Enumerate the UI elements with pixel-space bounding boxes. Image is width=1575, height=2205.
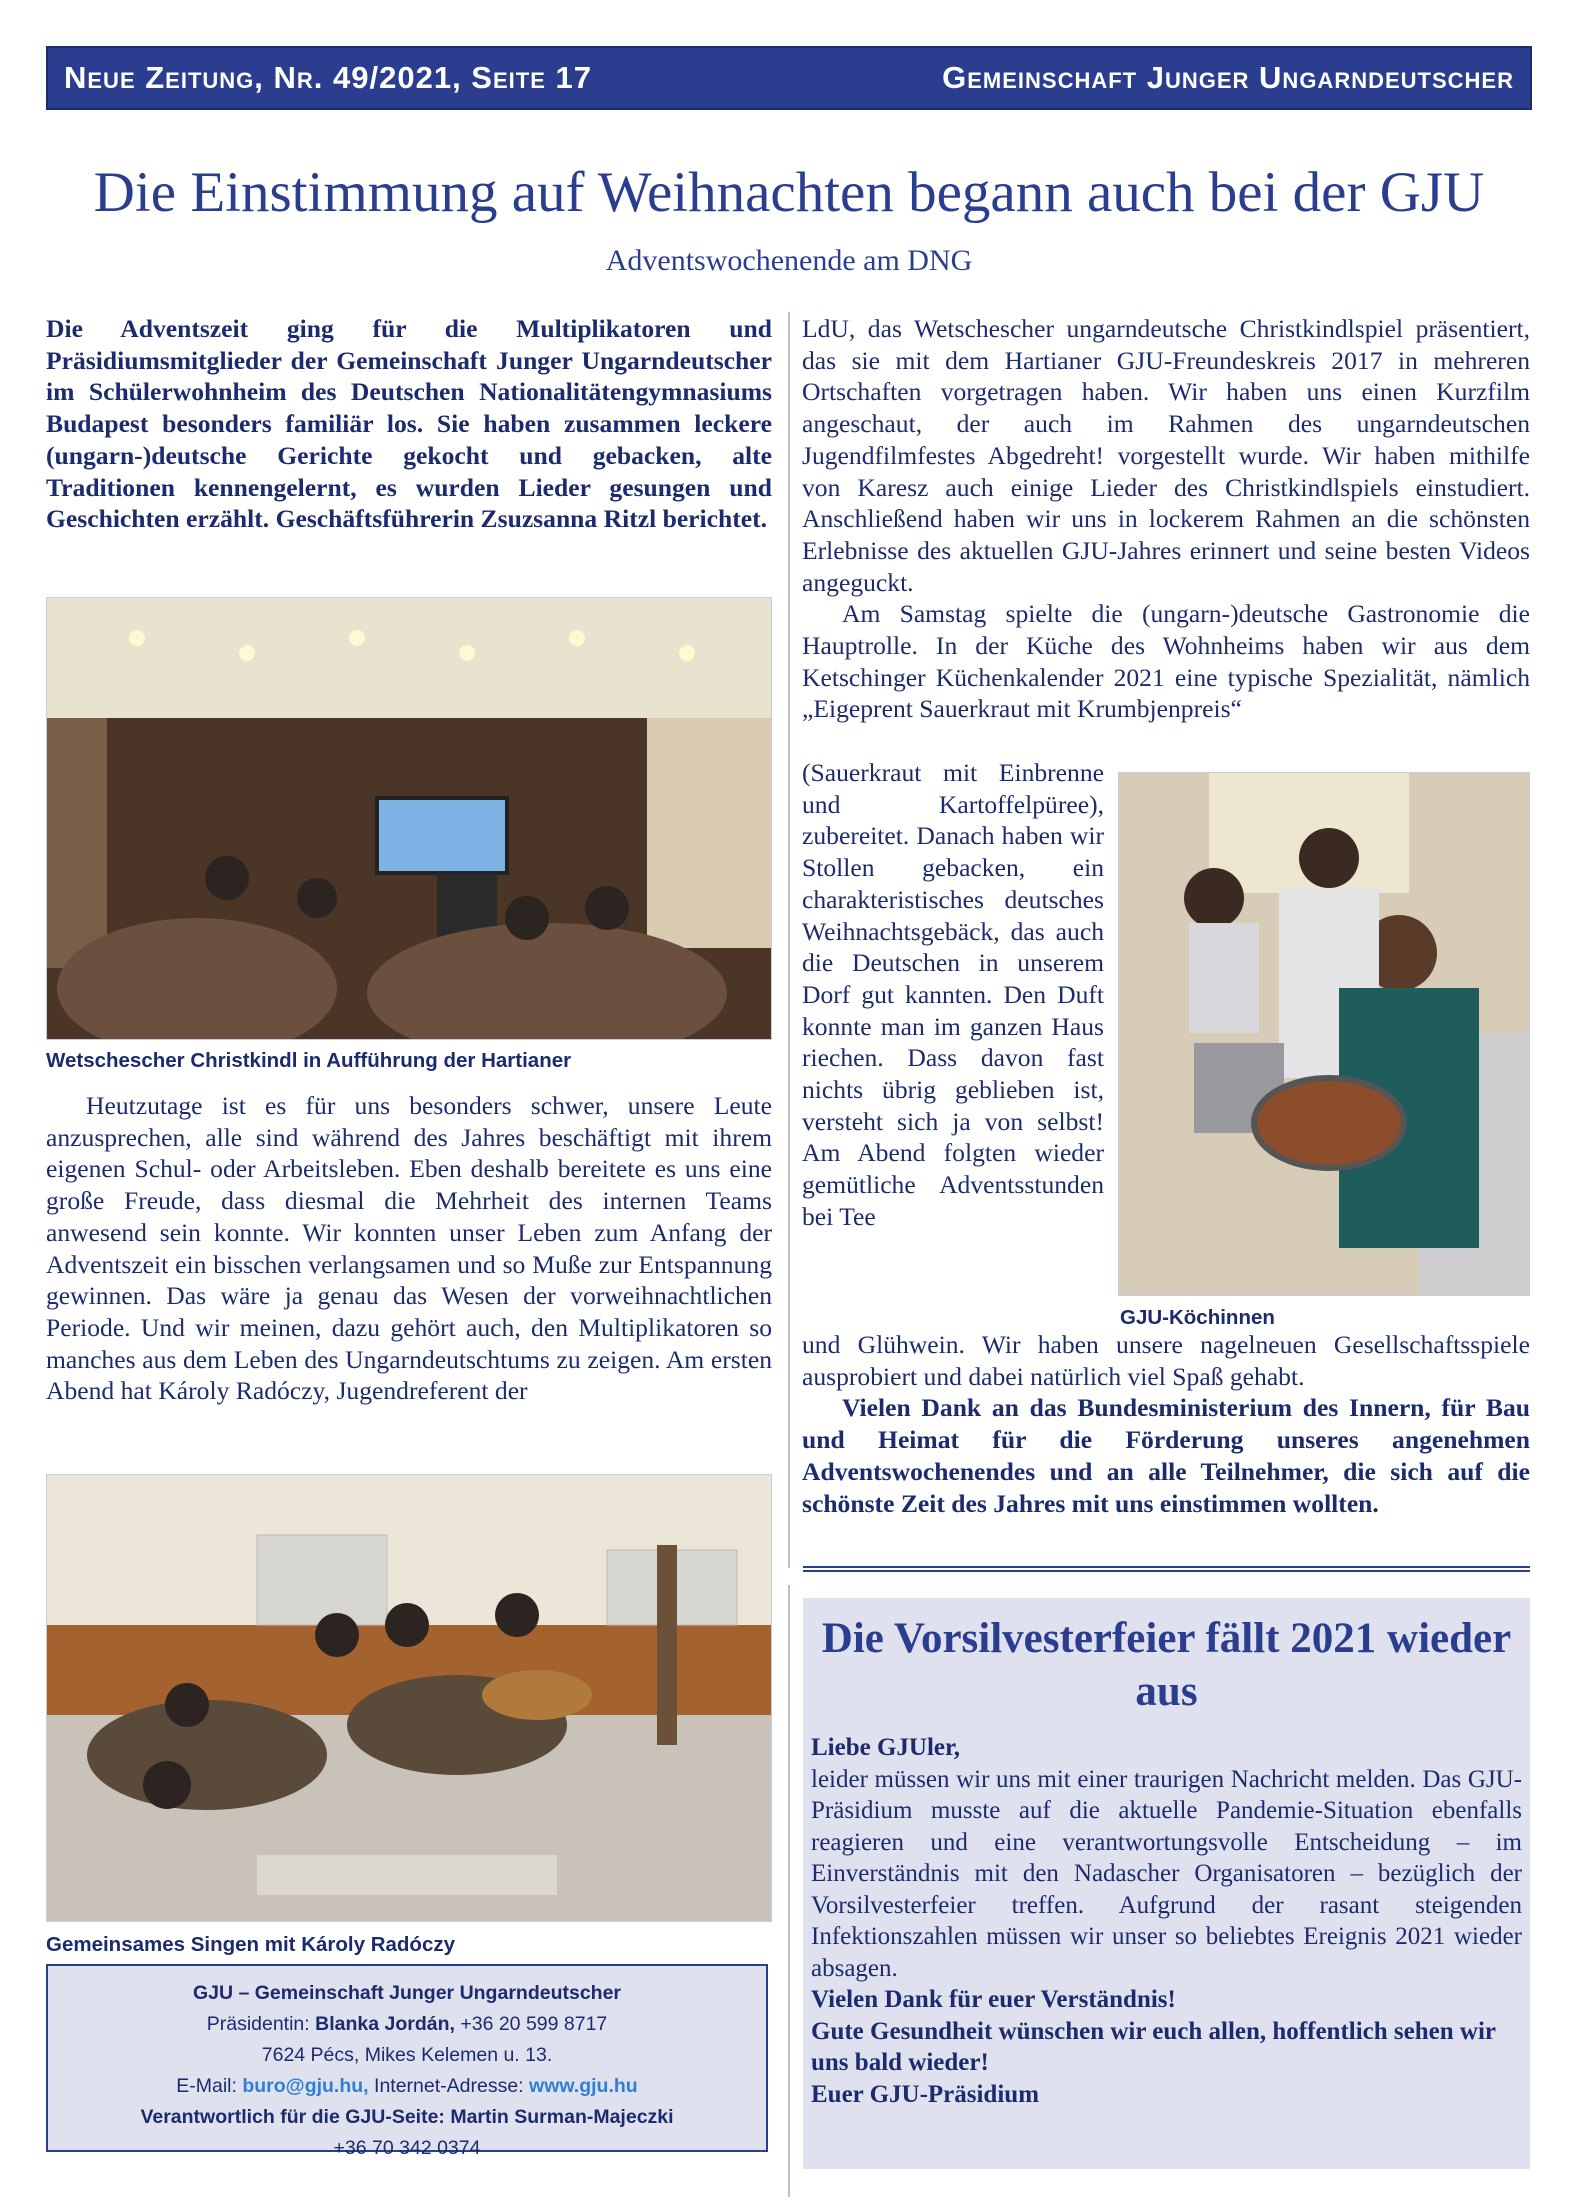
info-email-label: E-Mail: — [176, 2075, 243, 2097]
article-thanks: Vielen Dank an das Bundesministerium des Innern, für Bau und Heimat für die Förderung unseres angenehmen Adventswochenendes und an alle Teilnehmer, die sich auf die schönste Zeit des Jahres mit uns einstimmen wollten. — [802, 1393, 1530, 1518]
photo-christkindl — [46, 597, 772, 1040]
photo-cooks-illustration — [1119, 773, 1530, 1296]
column-divider-lower — [788, 1585, 790, 2197]
photo-singing-illustration — [47, 1475, 772, 1922]
info-address: 7624 Pécs, Mikes Kelemen u. 13. — [261, 2044, 553, 2066]
article-paragraph-3c-block — [802, 1329, 1530, 1519]
article-paragraph-2-block — [802, 313, 1530, 725]
vorsilvester-thanks: Vielen Dank für euer Verständnis! — [811, 1986, 1176, 2013]
header-bar — [46, 46, 1532, 110]
article-paragraph-3b: (Sauerkraut mit Einbrenne und Kartoffelpüree), zubereitet. Danach haben wir Stollen gebacken, ein charakteristisches deutsches Weihnachtsgebäck, das auch die Deutschen in unserem Dorf gut kannten. Den Duft konnte man im ganzen Haus riechen. Dass davon fast nichts übrig geblieben ist, versteht sich ja von selbst! Am Abend folgten wieder gemütliche Adventsstunden bei Tee — [802, 758, 1104, 1231]
vorsilvester-body-block — [811, 1732, 1522, 2110]
article-subtitle: Adventswochenende am DNG — [605, 244, 973, 277]
article-paragraph-3c: und Glühwein. Wir haben unsere nagelneuen Gesellschaftsspiele ausprobiert und dabei natürlich viel Spaß gehabt. — [802, 1330, 1530, 1391]
vorsilvester-title: Die Vorsilvesterfeier fällt 2021 wieder aus — [821, 1615, 1512, 1715]
photo-christkindl-illustration — [47, 598, 772, 1040]
info-web-link[interactable]: www.gju.hu — [529, 2075, 638, 2097]
vorsilvester-wishes: Gute Gesundheit wünschen wir euch allen, hoffentlich sehen wir uns bald wieder! — [811, 2017, 1496, 2076]
info-president-label: Präsidentin: — [206, 2013, 316, 2035]
column-divider — [788, 312, 790, 1568]
vorsilvester-box — [803, 1598, 1530, 2169]
info-president-phone: +36 20 599 8717 — [454, 2013, 608, 2035]
article-lead: Die Adventszeit ging für die Multiplikatoren und Präsidiumsmitglieder der Gemeinschaft Junger Ungarndeutscher im Schülerwohnheim des Deutschen Nationalitätengymnasiums Budapest besonders familiär los. Sie haben zusammen leckere (ungarn-)deutsche Gerichte gekocht und gebacken, alte Traditionen kennengelernt, es wurden Lieder gesungen und Geschichten erzählt. Geschäftsführerin Zsuzsanna Ritzl berichtet. — [46, 314, 772, 534]
info-organization: GJU – Gemeinschaft Junger Ungarndeutscher — [192, 1982, 622, 2004]
info-web-label: Internet-Adresse: — [368, 2075, 530, 2097]
article-paragraph-3a: Am Samstag spielte die (ungarn-)deutsche Gastronomie die Hauptrolle. In der Küche des Wohnheims haben wir aus dem Ketschinger Küchenkalender 2021 eine typische Spezialität, nämlich „Eigeprent Sauerkraut mit Krumbjenpreis“ — [802, 599, 1530, 724]
info-president-name: Blanka Jordán, — [315, 2013, 455, 2035]
info-email-link[interactable]: buro@gju.hu, — [242, 2075, 369, 2097]
article-paragraph-2: LdU, das Wetschescher ungarndeutsche Christkindlspiel präsentiert, das sie mit dem Hartianer GJU-Freundeskreis 2017 in mehreren Ortschaften vorgetragen haben. Wir haben uns einen Kurzfilm angeschaut, der auch im Rahmen des ungarndeutschen Jugendfilmfestes Abgedreht! vorgestellt wurde. Wir haben mithilfe von Karesz auch einige Lieder des Christkindlspiels einstudiert. Anschließend haben wir uns in lockerem Rahmen an die schönsten Erlebnisse des aktuellen GJU-Jahres erinnert und seine besten Videos angeguckt. — [802, 314, 1530, 597]
contact-info-box — [46, 1964, 768, 2159]
header-section: Gemeinschaft Junger Ungarndeutscher — [942, 60, 1514, 95]
vorsilvester-body: leider müssen wir uns mit einer traurigen Nachricht melden. Das GJU-Präsidium musste auf die aktuelle Pandemie-Situation ebenfalls reagieren und eine verantwortungsvolle Entscheidung – im Einverständnis mit den Nadascher Organisatoren – bezüglich der Vorsilvesterfeier treffen. Aufgrund der rasant steigenden Infektionszahlen müssen wir unser so beliebtes Ereignis 2021 wieder absagen. — [811, 1765, 1522, 1982]
section-divider — [803, 1566, 1530, 1572]
article-paragraph-1: Heutzutage ist es für uns besonders schwer, unsere Leute anzusprechen, alle sind während des Jahres beschäftigt mit ihrem eigenen Schul- oder Arbeitsleben. Eben deshalb bereitete es uns eine große Freude, dass diesmal die Mehrheit des internen Teams anwesend sein konnte. Wir konnten unser Leben zum Anfang der Adventszeit ein bisschen verlangsamen und so Muße zur Entspannung gewinnen. Das wäre ja genau das Wesen der vorweihnachtlichen Periode. Und wir meinen, dazu gehört auch, den Multiplikatoren so manches aus dem Leben des Ungarndeutschtums zu zeigen. Am ersten Abend hat Károly Radóczy, Jugendreferent der — [46, 1091, 772, 1406]
article-title: Die Einstimmung auf Weihnachten begann auch bei der GJU — [93, 161, 1485, 224]
photo-singing — [46, 1474, 772, 1922]
info-contact-line — [48, 2071, 766, 2102]
photo-christkindl-caption: Wetschescher Christkindl in Aufführung der Hartianer — [46, 1049, 572, 1072]
photo-singing-caption: Gemeinsames Singen mit Károly Radóczy — [46, 1933, 455, 1956]
info-president-line — [48, 2009, 766, 2040]
vorsilvester-signature: Euer GJU-Präsidium — [811, 2080, 1040, 2108]
info-phone: +36 70 342 0374 — [333, 2137, 481, 2159]
photo-cooks-caption: GJU-Köchinnen — [1120, 1306, 1275, 1329]
vorsilvester-greeting: Liebe GJUler, — [811, 1734, 961, 1761]
info-responsible: Verantwortlich für die GJU-Seite: Martin Surman-Majeczki — [140, 2106, 674, 2128]
photo-cooks — [1118, 772, 1530, 1296]
header-issue: Neue Zeitung, Nr. 49/2021, Seite 17 — [64, 60, 592, 95]
